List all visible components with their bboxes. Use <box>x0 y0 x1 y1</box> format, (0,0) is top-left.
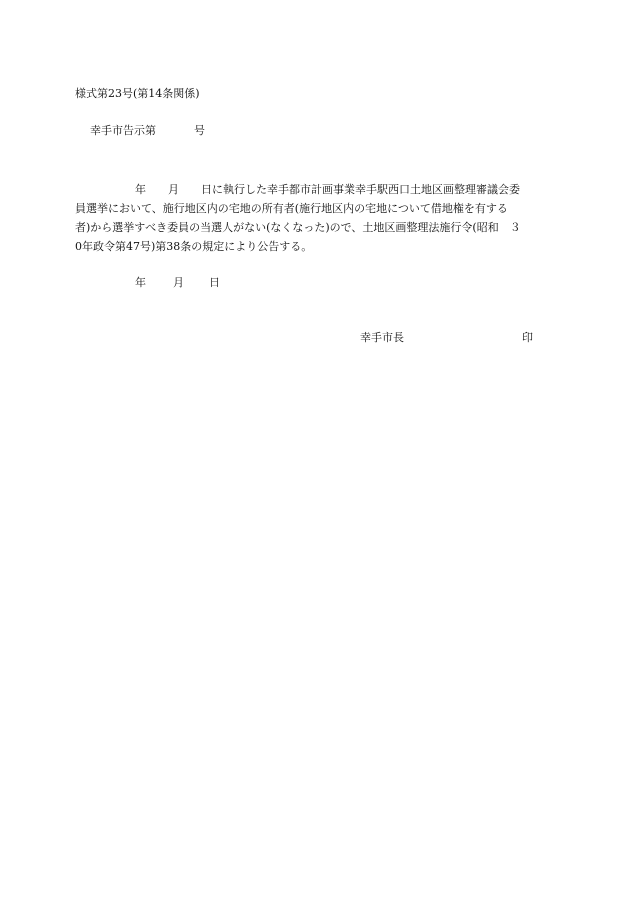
body-line-3: 者)から選挙すべき委員の当選人がない(なくなった)ので、土地区画整理法施行令(昭和 ３ <box>75 221 521 234</box>
signature-line <box>360 331 533 345</box>
notice-number-suffix: 号 <box>194 124 205 137</box>
date-month: 月 <box>173 276 184 289</box>
date-day: 日 <box>209 276 220 289</box>
notice-number-prefix: 幸手市告示第 <box>90 124 156 137</box>
signatory-name: 幸手市長 <box>360 331 404 344</box>
date-year: 年 <box>135 276 146 289</box>
form-label: 様式第23号(第14条関係) <box>75 87 200 100</box>
notice-body <box>75 180 550 256</box>
notice-number <box>90 124 205 138</box>
body-line-2: 員選挙において、施行地区内の宅地の所有者(施行地区内の宅地について借地権を有する <box>75 202 508 215</box>
body-line-4: 0年政令第47号)第38条の規定により公告する。 <box>75 240 313 253</box>
seal-mark: 印 <box>522 331 533 344</box>
notice-date <box>135 276 220 290</box>
body-line-1: 年 月 日に執行した幸手都市計画事業幸手駅西口土地区画整理審議会委 <box>135 183 520 196</box>
